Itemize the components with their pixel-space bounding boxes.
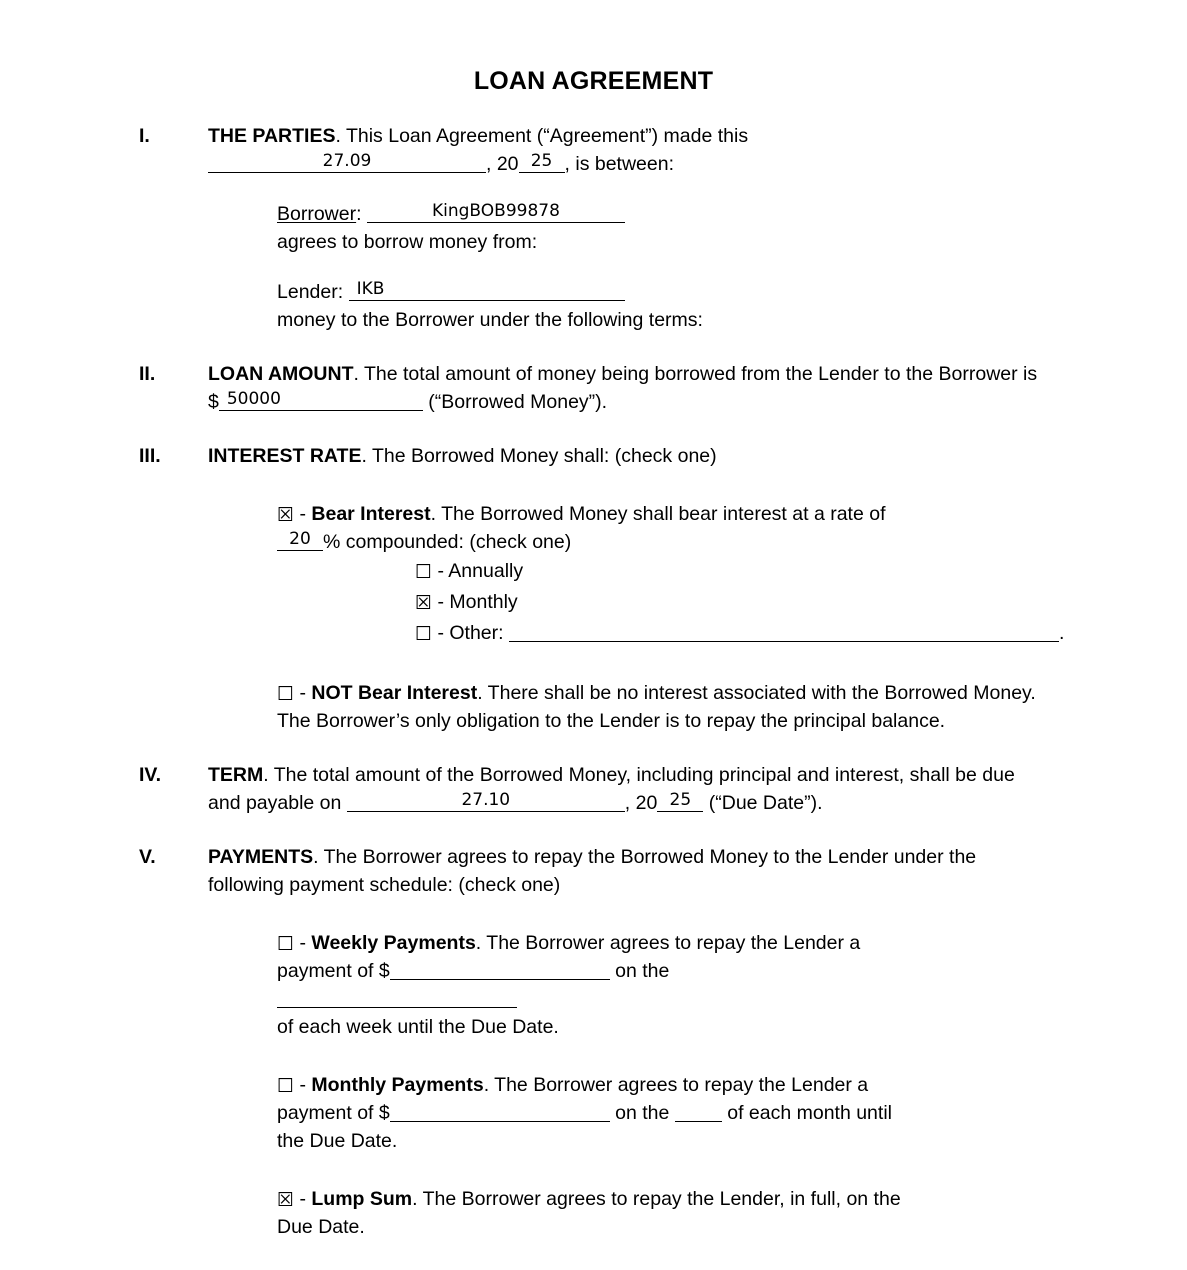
payment-options-list — [277, 929, 1047, 1241]
heading-the-parties: THE PARTIES — [208, 124, 336, 147]
parties-after-year-text: , is between: — [564, 152, 675, 175]
clause-term — [0, 761, 1187, 817]
borrower-colon: : — [356, 202, 362, 225]
clause-numeral-i: I. — [139, 124, 150, 147]
monthly-text-2: on the — [615, 1101, 670, 1124]
lender-name-field[interactable]: IKB — [349, 279, 625, 301]
clause-the-parties — [0, 122, 1187, 334]
loan-amount-text-after: (“Borrowed Money”). — [428, 390, 608, 413]
checkbox-annually[interactable]: ☐ — [415, 560, 433, 583]
label-monthly-payments: Monthly Payments — [311, 1073, 484, 1096]
other-compound-field[interactable] — [509, 620, 1059, 642]
due-date-field[interactable]: 27.10 — [347, 790, 625, 812]
weekly-text-3: of each week until the Due Date. — [277, 1015, 559, 1038]
monthly-text-3: of each month until the Due Date. — [277, 1101, 892, 1152]
not-bear-dash: - — [299, 681, 312, 704]
bear-interest-block — [277, 500, 1187, 735]
checkbox-monthly[interactable]: ☒ — [415, 591, 433, 614]
monthly-dash: - — [299, 1073, 312, 1096]
parties-sub-block — [277, 200, 1047, 334]
weekly-text-2: on the — [615, 959, 670, 982]
checkbox-not-bear-interest[interactable]: ☐ — [277, 682, 295, 705]
heading-payments: PAYMENTS — [208, 845, 314, 868]
label-bear-interest: Bear Interest — [311, 502, 431, 525]
clause-body-term — [208, 761, 1187, 817]
borrower-follow-text: agrees to borrow money from: — [277, 230, 538, 253]
heading-loan-amount: LOAN AMOUNT — [208, 362, 354, 385]
clause-numeral-ii: II. — [139, 362, 156, 385]
checkbox-monthly-payments[interactable]: ☐ — [277, 1074, 295, 1097]
monthly-text-1: . The Borrower agrees to repay the Lender a payment of $ — [277, 1073, 869, 1124]
clause-numeral-v: V. — [139, 845, 156, 868]
checkbox-bear-interest[interactable]: ☒ — [277, 503, 295, 526]
clause-numeral-iv: IV. — [139, 763, 162, 786]
agreement-year-field[interactable]: 25 — [519, 151, 565, 173]
monthly-payment-day-field[interactable] — [675, 1100, 722, 1122]
label-not-bear-interest: NOT Bear Interest — [311, 681, 478, 704]
term-text-before: . The total amount of the Borrowed Money, including principal and interest, shall be due and payable on — [208, 763, 1015, 814]
bear-interest-dash: - — [299, 502, 312, 525]
borrower-label: Borrower — [277, 202, 357, 225]
agreement-date-field[interactable]: 27.09 — [208, 151, 486, 173]
due-date-year-field[interactable]: 25 — [657, 790, 703, 812]
checkbox-lump-sum[interactable]: ☒ — [277, 1188, 295, 1211]
clause-numeral-iii: III. — [139, 444, 161, 467]
interest-rate-instruction: . The Borrowed Money shall: (check one) — [361, 444, 717, 467]
other-trailing-period: . — [1059, 621, 1065, 644]
option-other[interactable] — [415, 618, 1064, 649]
label-monthly: - Monthly — [437, 590, 518, 613]
label-other: - Other: — [437, 621, 504, 644]
option-lump-sum[interactable] — [277, 1185, 912, 1241]
weekly-payment-amount-field[interactable] — [390, 958, 610, 980]
clause-body-interest-rate — [208, 442, 1187, 735]
term-year-prefix: , 20 — [624, 791, 658, 814]
label-lump-sum: Lump Sum — [311, 1187, 413, 1210]
clause-loan-amount — [0, 360, 1187, 416]
parties-intro-text: . This Loan Agreement (“Agreement”) made this — [335, 124, 749, 147]
monthly-payment-amount-field[interactable] — [390, 1100, 610, 1122]
option-monthly-payments[interactable] — [277, 1071, 912, 1155]
borrower-name-field[interactable]: KingBOB99878 — [367, 201, 625, 223]
weekly-payment-day-field[interactable] — [277, 986, 517, 1008]
weekly-text-1: . The Borrower agrees to repay the Lender a payment of $ — [277, 931, 861, 982]
label-weekly-payments: Weekly Payments — [311, 931, 476, 954]
parties-year-prefix: , 20 — [486, 152, 519, 175]
interest-rate-percent-suffix: % compounded: (check one) — [323, 530, 572, 553]
checkbox-other[interactable]: ☐ — [415, 622, 433, 645]
weekly-dash: - — [299, 931, 312, 954]
label-annually: - Annually — [437, 559, 524, 582]
heading-term: TERM — [208, 763, 264, 786]
clause-body-payments — [208, 843, 1187, 1241]
checkbox-weekly-payments[interactable]: ☐ — [277, 932, 295, 955]
heading-interest-rate: INTEREST RATE — [208, 444, 362, 467]
clause-payments — [0, 843, 1187, 1241]
option-annually[interactable] — [415, 556, 1064, 587]
option-monthly[interactable] — [415, 587, 1064, 618]
interest-rate-percent-field[interactable]: 20 — [277, 529, 323, 551]
not-bear-interest-text: . There shall be no interest associated with the Borrowed Money. The Borrower’s only obligation to the Lender is to repay the principal balance. — [277, 681, 1036, 732]
loan-amount-field[interactable]: 50000 — [219, 389, 423, 411]
loan-amount-text-before: . The total amount of money being borrowed from the Lender to the Borrower is $ — [208, 362, 1038, 413]
lump-sum-text: . The Borrower agrees to repay the Lender, in full, on the Due Date. — [277, 1187, 901, 1238]
option-weekly-payments[interactable] — [277, 929, 912, 1041]
term-text-after: (“Due Date”). — [708, 791, 823, 814]
not-bear-interest-block — [277, 679, 1064, 735]
lump-sum-dash: - — [299, 1187, 312, 1210]
page-title: LOAN AGREEMENT — [473, 67, 714, 95]
payments-instruction: . The Borrower agrees to repay the Borrowed Money to the Lender under the following payment schedule: (check one) — [208, 845, 977, 896]
compound-options-list — [415, 556, 1064, 649]
clause-body-loan-amount — [208, 360, 1187, 416]
lender-label: Lender: — [277, 280, 344, 303]
lender-follow-text: money to the Borrower under the following terms: — [277, 308, 703, 331]
clause-body-the-parties — [208, 122, 1187, 334]
clause-interest-rate — [0, 442, 1187, 735]
bear-interest-text: . The Borrowed Money shall bear interest at a rate of — [430, 502, 886, 525]
